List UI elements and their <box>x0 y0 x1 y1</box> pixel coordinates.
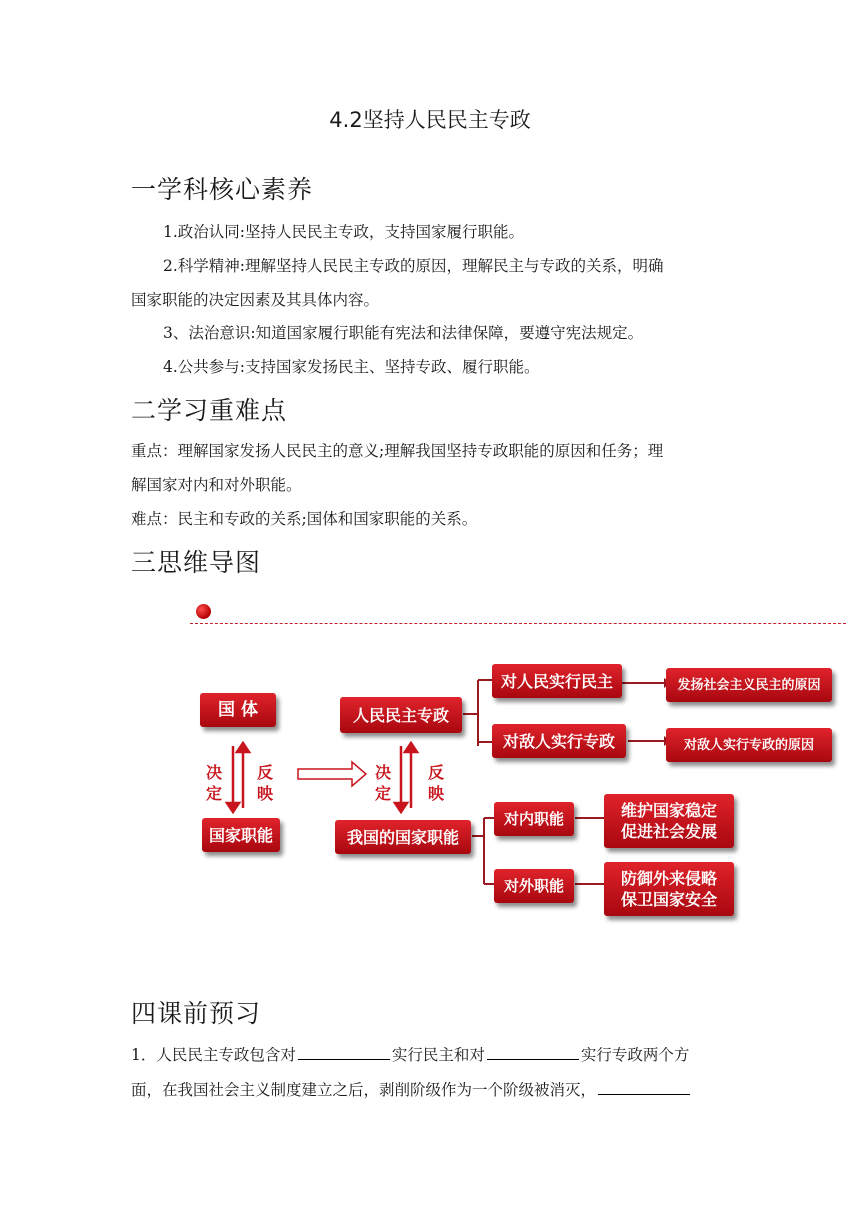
question-1-line-2 <box>131 1079 692 1100</box>
node-external-function: 对外职能 <box>494 869 574 903</box>
paragraph: 3、法治意识:知道国家履行职能有宪法和法律保障，要遵守宪法规定。 <box>163 324 644 342</box>
node-internal-desc <box>604 794 734 848</box>
mind-map <box>180 596 850 936</box>
external-desc-line: 保卫国家安全 <box>620 890 717 909</box>
question-text: 面，在我国社会主义制度建立之后，剥削阶级作为一个阶级被消灭， <box>131 1081 597 1099</box>
fill-blank[interactable] <box>298 1044 390 1060</box>
paragraph: 解国家对内和对外职能。 <box>131 476 302 494</box>
question-text: 1．人民民主专政包含对 <box>131 1046 296 1064</box>
node-reason-dictatorship: 对敌人实行专政的原因 <box>666 728 832 762</box>
paragraph: 重点：理解国家发扬人民民主的意义;理解我国坚持专政职能的原因和任务；理 <box>131 442 664 460</box>
question-text: 实行专政两个方 <box>580 1046 690 1064</box>
paragraph: 4.公共参与:支持国家发扬民主、坚持专政、履行职能。 <box>163 358 540 376</box>
question-1-line-1 <box>131 1044 689 1065</box>
paragraph: 2.科学精神:理解坚持人民民主专政的原因，理解民主与专政的关系，明确 <box>163 257 664 275</box>
label-reflect-2: 反映 <box>427 763 444 803</box>
paragraph: 国家职能的决定因素及其具体内容。 <box>131 291 380 309</box>
section-heading-core-literacy: 一学科核心素养 <box>131 175 314 204</box>
internal-desc-line: 促进社会发展 <box>620 822 717 841</box>
node-our-state-function: 我国的国家职能 <box>335 820 471 854</box>
page-title: 4.2坚持人民民主专政 <box>329 108 531 132</box>
node-internal-function: 对内职能 <box>494 802 574 836</box>
paragraph: 1.政治认同:坚持人民民主专政，支持国家履行职能。 <box>163 223 525 241</box>
node-dictatorship-over-enemies: 对敌人实行专政 <box>492 724 626 758</box>
fill-blank[interactable] <box>487 1044 579 1060</box>
label-decide-2: 决定 <box>374 763 391 803</box>
paragraph: 难点：民主和专政的关系;国体和国家职能的关系。 <box>131 510 478 528</box>
external-desc-line: 防御外来侵略 <box>620 869 717 888</box>
fill-blank[interactable] <box>598 1079 690 1095</box>
node-democracy-for-people: 对人民实行民主 <box>492 664 622 698</box>
node-reason-democracy: 发扬社会主义民主的原因 <box>666 668 832 702</box>
node-state-function: 国家职能 <box>202 818 280 852</box>
node-guoti: 国 体 <box>200 693 276 727</box>
node-external-desc <box>604 862 734 916</box>
label-decide: 决定 <box>205 763 222 803</box>
label-reflect: 反映 <box>256 763 273 803</box>
section-heading-key-points: 二学习重难点 <box>131 396 288 425</box>
node-peoples-dictatorship: 人民民主专政 <box>340 697 462 733</box>
section-heading-preview: 四课前预习 <box>131 999 262 1028</box>
question-text: 实行民主和对 <box>391 1046 485 1064</box>
section-heading-mind-map: 三思维导图 <box>131 548 262 577</box>
internal-desc-line: 维护国家稳定 <box>620 801 717 820</box>
